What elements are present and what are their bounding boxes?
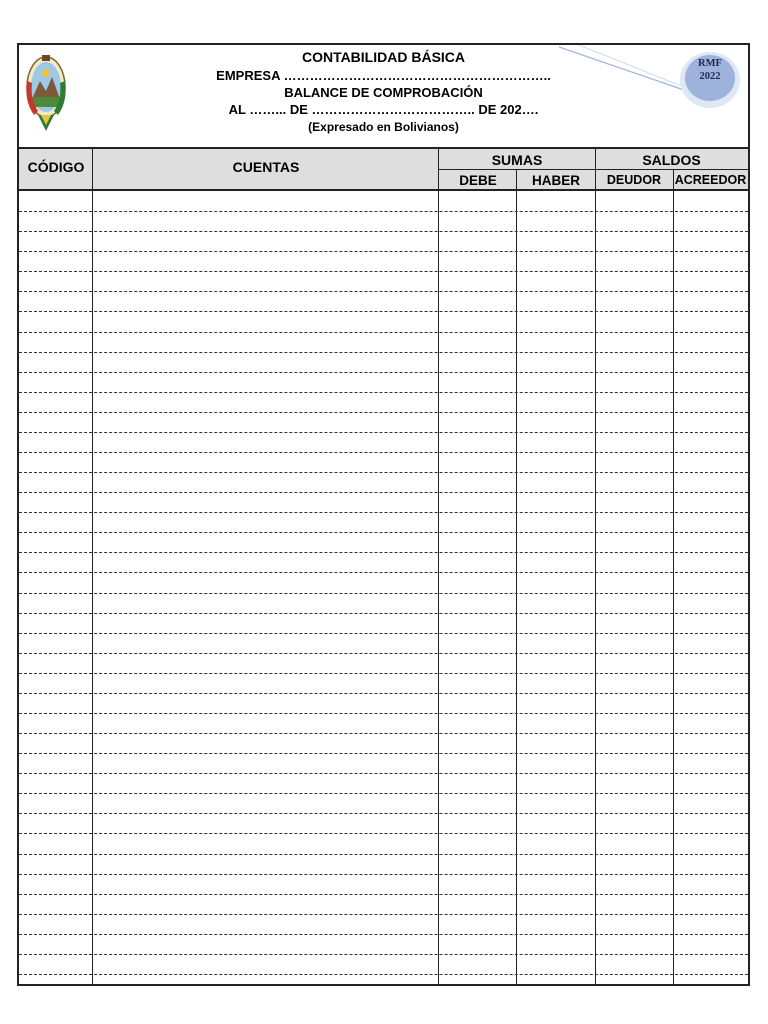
table-row bbox=[19, 271, 748, 272]
table-row bbox=[19, 854, 748, 855]
table-row bbox=[19, 412, 748, 413]
table-row bbox=[19, 472, 748, 473]
table-row bbox=[19, 552, 748, 553]
table-row bbox=[19, 773, 748, 774]
table-row bbox=[19, 813, 748, 814]
table-row bbox=[19, 231, 748, 232]
table-row bbox=[19, 914, 748, 915]
table-row bbox=[19, 291, 748, 292]
col-codigo: CÓDIGO bbox=[27, 159, 85, 175]
table-row bbox=[19, 934, 748, 935]
table-row bbox=[19, 733, 748, 734]
form-title: CONTABILIDAD BÁSICA bbox=[301, 49, 466, 65]
badge-text bbox=[684, 57, 736, 83]
table-row bbox=[19, 954, 748, 955]
form-subtitle: BALANCE DE COMPROBACIÓN bbox=[284, 85, 483, 100]
table-row bbox=[19, 512, 748, 513]
table-row bbox=[19, 532, 748, 533]
badge-line2: 2022 bbox=[699, 71, 721, 82]
table-row bbox=[19, 372, 748, 373]
table-row bbox=[19, 974, 748, 975]
table-body bbox=[19, 191, 748, 984]
table-row bbox=[19, 492, 748, 493]
table-row bbox=[19, 452, 748, 453]
table-row bbox=[19, 311, 748, 312]
col-deudor: DEUDOR bbox=[606, 173, 662, 187]
table-row bbox=[19, 833, 748, 834]
col-cuentas: CUENTAS bbox=[232, 159, 300, 175]
currency-note: (Expresado en Bolivianos) bbox=[308, 120, 459, 134]
column-line bbox=[438, 191, 439, 984]
table-row bbox=[19, 874, 748, 875]
table-row bbox=[19, 753, 748, 754]
header-divider bbox=[92, 149, 93, 189]
table-row bbox=[19, 793, 748, 794]
empresa-line: EMPRESA …………………………………………………….. bbox=[216, 68, 551, 83]
col-acreedor: ACREEDOR bbox=[674, 173, 747, 187]
col-sumas: SUMAS bbox=[491, 152, 543, 168]
column-line bbox=[516, 191, 517, 984]
table-row bbox=[19, 653, 748, 654]
column-line bbox=[673, 191, 674, 984]
table-row bbox=[19, 211, 748, 212]
table-row bbox=[19, 673, 748, 674]
col-debe: DEBE bbox=[459, 173, 497, 188]
table-row bbox=[19, 693, 748, 694]
col-saldos: SALDOS bbox=[642, 152, 701, 168]
table-row bbox=[19, 251, 748, 252]
date-line: AL ……... DE ……………………………….. DE 202…. bbox=[228, 102, 539, 117]
header-divider bbox=[438, 169, 748, 170]
col-haber: HABER bbox=[531, 173, 580, 188]
table-row bbox=[19, 432, 748, 433]
table-row bbox=[19, 392, 748, 393]
table-row bbox=[19, 352, 748, 353]
table-row bbox=[19, 572, 748, 573]
table-row bbox=[19, 713, 748, 714]
table-row bbox=[19, 332, 748, 333]
badge-line1: RMF bbox=[698, 58, 722, 69]
header-divider bbox=[673, 170, 674, 189]
table-row bbox=[19, 894, 748, 895]
header-divider bbox=[516, 170, 517, 189]
column-line bbox=[92, 191, 93, 984]
column-line bbox=[595, 191, 596, 984]
form-header bbox=[19, 45, 748, 149]
table-row bbox=[19, 633, 748, 634]
table-row bbox=[19, 613, 748, 614]
balance-form bbox=[17, 43, 750, 986]
table-row bbox=[19, 593, 748, 594]
table-header bbox=[19, 149, 748, 191]
